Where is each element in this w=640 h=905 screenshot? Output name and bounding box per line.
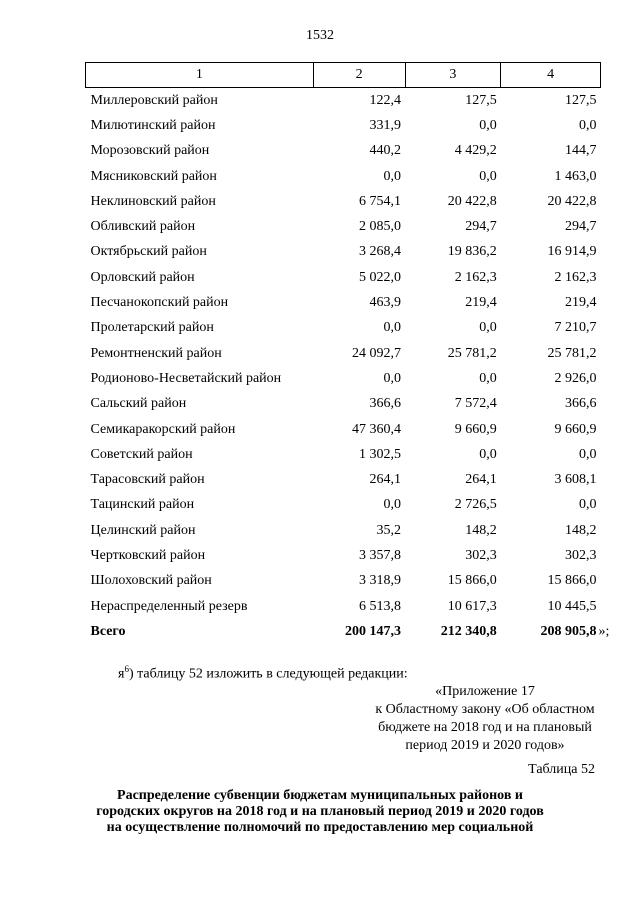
amount-cell: 0,0 [383, 320, 402, 336]
table-row [86, 164, 601, 189]
amount-cell: 0,0 [579, 117, 597, 133]
amount-cell: 3 268,4 [359, 244, 402, 260]
amount-cell: 20 422,8 [447, 193, 497, 209]
table-header [86, 63, 601, 88]
amount-cell: 35,2 [376, 522, 402, 538]
district-name: Миллеровский район [90, 92, 218, 108]
table-row [86, 442, 601, 467]
amount-cell: 0,0 [579, 446, 597, 462]
amount-cell: 1 463,0 [554, 168, 597, 184]
amount-cell: 15 866,0 [547, 573, 597, 589]
amount-cell: 1 302,5 [359, 446, 402, 462]
amount-cell: 25 781,2 [547, 345, 597, 361]
amount-cell: 463,9 [369, 295, 402, 311]
amount-cell: 6 754,1 [359, 193, 402, 209]
district-name: Тарасовский район [90, 472, 205, 488]
table-row [86, 467, 601, 492]
table-row [86, 265, 601, 290]
paragraph-text: ) таблицу 52 изложить в следующей редакции: [128, 666, 408, 682]
amount-cell: 47 360,4 [352, 421, 402, 437]
total-amount [501, 619, 610, 644]
district-name: Семикаракорский район [90, 421, 236, 437]
table-row [86, 189, 601, 214]
district-name: Сальский район [90, 396, 187, 412]
heading-line: на осуществление полномочий по предоставлению мер социальной [106, 820, 534, 835]
table-row [86, 113, 601, 138]
district-name: Орловский район [90, 269, 195, 285]
section-heading [60, 788, 580, 836]
table-row [86, 493, 601, 518]
total-amount-value: 208 905,8 [540, 623, 597, 639]
amount-cell: 127,5 [565, 92, 597, 108]
table-row [86, 518, 601, 543]
amount-cell: 10 445,5 [547, 598, 597, 614]
subsidy-table [85, 62, 610, 645]
table-body [86, 88, 610, 645]
paragraph-prefix: я [118, 666, 125, 682]
amount-cell: 2 162,3 [454, 269, 497, 285]
amount-cell: 366,6 [369, 396, 402, 412]
table-row [86, 417, 601, 442]
heading-line: городских округов на 2018 год и на плановый период 2019 и 2020 годов [96, 804, 544, 819]
amount-cell: 20 422,8 [547, 193, 597, 209]
district-name: Морозовский район [90, 143, 210, 159]
column-header: 3 [405, 63, 501, 88]
amount-cell: 302,3 [465, 547, 497, 563]
amount-cell: 122,4 [369, 92, 402, 108]
table-row [86, 366, 601, 391]
amount-cell: 264,1 [369, 472, 402, 488]
appendix-line: «Приложение 17 [435, 684, 535, 699]
table-row [86, 543, 601, 568]
appendix-line: период 2019 и 2020 годов» [405, 738, 565, 753]
page-number: 1532 [306, 28, 334, 43]
amount-cell: 4 429,2 [454, 143, 497, 159]
amount-cell: 0,0 [383, 168, 402, 184]
district-name: Тацинский район [90, 497, 195, 513]
appendix-line: к Областному закону «Об областном [375, 702, 595, 717]
table-row [86, 290, 601, 315]
district-name: Нераспределенный резерв [90, 598, 248, 614]
amount-cell: 0,0 [383, 497, 402, 513]
table-row [86, 214, 601, 239]
amount-cell: 7 210,7 [554, 320, 597, 336]
district-name: Ремонтненский район [90, 345, 222, 361]
amount-cell: 331,9 [369, 117, 402, 133]
amendment-paragraph [118, 664, 408, 683]
amount-cell: 0,0 [479, 446, 497, 462]
district-name: Обливский район [90, 219, 196, 235]
amount-cell: 148,2 [565, 522, 597, 538]
district-name: Мясниковский район [90, 168, 217, 184]
amount-cell: 6 513,8 [359, 598, 402, 614]
amount-cell: 0,0 [479, 320, 497, 336]
table-row [86, 88, 601, 114]
appendix-line: бюджете на 2018 год и на плановый [378, 720, 592, 735]
table-row [86, 569, 601, 594]
amount-cell: 16 914,9 [547, 244, 597, 260]
district-name: Чертковский район [90, 547, 206, 563]
amount-cell: 15 866,0 [447, 573, 497, 589]
table-row [86, 316, 601, 341]
table-row [86, 341, 601, 366]
amount-cell: 2 085,0 [359, 219, 402, 235]
amount-cell: 0,0 [383, 370, 402, 386]
district-name: Октябрьский район [90, 244, 207, 260]
total-amount: 212 340,8 [440, 623, 497, 639]
total-row [86, 619, 601, 644]
district-name: Пролетарский район [90, 320, 214, 336]
appendix-reference [360, 683, 610, 755]
amount-cell: 2 926,0 [554, 370, 597, 386]
table-row [86, 594, 601, 619]
amount-cell: 24 092,7 [352, 345, 402, 361]
table-row [86, 392, 601, 417]
amount-cell: 25 781,2 [447, 345, 497, 361]
total-label: Всего [90, 623, 126, 639]
amount-cell: 0,0 [479, 168, 497, 184]
amount-cell: 19 836,2 [447, 244, 497, 260]
district-name: Песчанокопский район [90, 295, 229, 311]
closing-quote: »; [598, 623, 610, 639]
amount-cell: 0,0 [479, 117, 497, 133]
amount-cell: 440,2 [369, 143, 402, 159]
amount-cell: 3 357,8 [359, 547, 402, 563]
amount-cell: 294,7 [565, 219, 597, 235]
district-name: Неклиновский район [90, 193, 216, 209]
table-label: Таблица 52 [528, 762, 595, 777]
column-header: 2 [313, 63, 405, 88]
amount-cell: 10 617,3 [447, 598, 497, 614]
amount-cell: 219,4 [565, 295, 597, 311]
amount-cell: 9 660,9 [554, 421, 597, 437]
amount-cell: 127,5 [465, 92, 497, 108]
amount-cell: 219,4 [465, 295, 497, 311]
amount-cell: 2 162,3 [554, 269, 597, 285]
amount-cell: 2 726,5 [454, 497, 497, 513]
total-amount: 200 147,3 [345, 623, 402, 639]
district-name: Милютинский район [90, 117, 216, 133]
heading-line: Распределение субвенции бюджетам муниципальных районов и [117, 788, 523, 803]
amount-cell: 144,7 [565, 143, 597, 159]
amount-cell: 294,7 [465, 219, 497, 235]
amount-cell: 264,1 [465, 472, 497, 488]
district-name: Советский район [90, 446, 193, 462]
amount-cell: 0,0 [579, 497, 597, 513]
amount-cell: 0,0 [479, 370, 497, 386]
amount-cell: 5 022,0 [359, 269, 402, 285]
district-name: Родионово-Несветайский район [90, 370, 282, 386]
amount-cell: 3 318,9 [359, 573, 402, 589]
amount-cell: 3 608,1 [554, 472, 597, 488]
amount-cell: 7 572,4 [454, 396, 497, 412]
amount-cell: 9 660,9 [454, 421, 497, 437]
column-header: 1 [86, 63, 314, 88]
district-name: Целинский район [90, 522, 196, 538]
amount-cell: 366,6 [565, 396, 597, 412]
amount-cell: 302,3 [565, 547, 597, 563]
table-row [86, 240, 601, 265]
table-row [86, 139, 601, 164]
amount-cell: 148,2 [465, 522, 497, 538]
column-header: 4 [501, 63, 601, 88]
footnote-marker: 6 [124, 664, 129, 674]
district-name: Шолоховский район [90, 573, 212, 589]
